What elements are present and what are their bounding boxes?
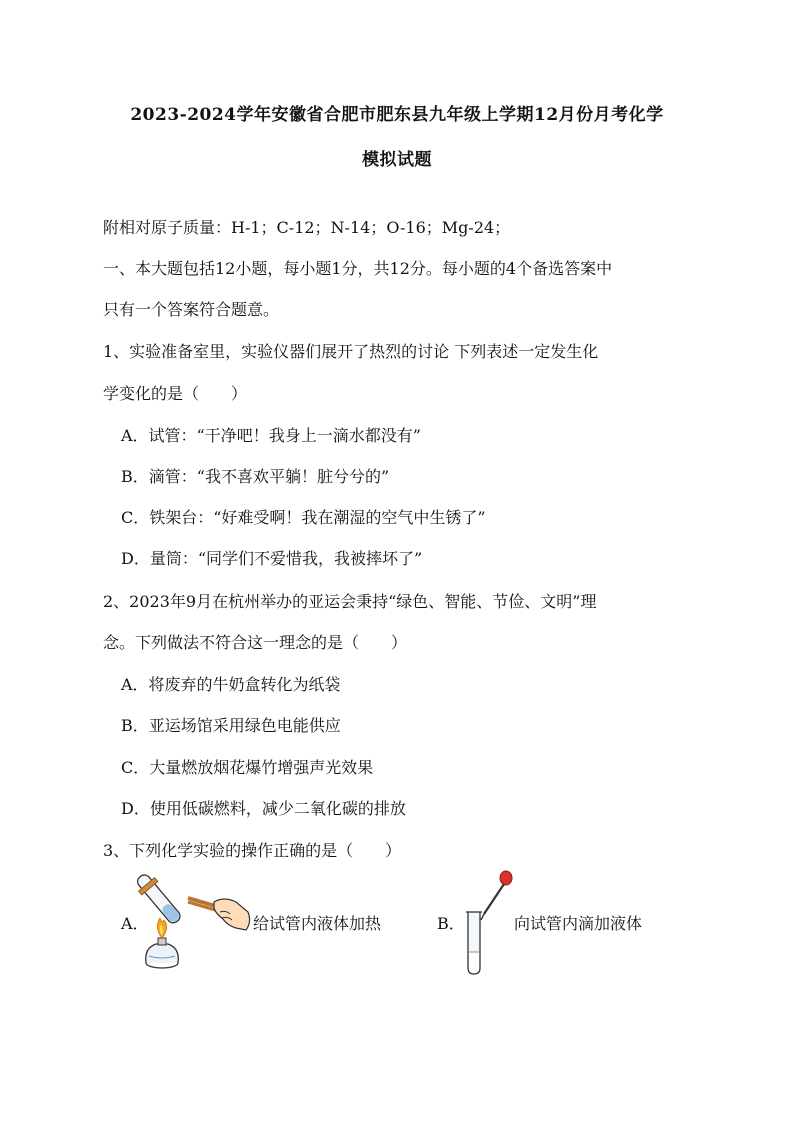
question-2-option-b[interactable]: B．亚运场馆采用绿色电能供应: [121, 716, 341, 735]
question-1-option-a[interactable]: A．试管：“干净吧！我身上一滴水都没有”: [121, 426, 421, 445]
question-3-options: [0, 868, 794, 978]
question-3-option-a-text[interactable]: 给试管内液体加热: [253, 914, 382, 933]
question-3-option-b-text[interactable]: 向试管内滴加液体: [514, 914, 643, 933]
section-intro-line-2: 只有一个答案符合题意。: [103, 300, 280, 319]
question-1-option-c[interactable]: C．铁架台：“好难受啊！我在潮湿的空气中生锈了”: [121, 508, 486, 527]
dropper-test-tube-icon: [462, 868, 522, 978]
question-2-stem-line-2: 念。下列做法不符合这一理念的是（ ）: [103, 633, 408, 652]
question-2-stem-line-1: 2、2023年9月在杭州举办的亚运会秉持“绿色、智能、节俭、文明”理: [103, 592, 597, 611]
question-1-option-b[interactable]: B．滴管：“我不喜欢平躺！脏兮兮的”: [121, 467, 390, 486]
question-1-option-d[interactable]: D．量筒：“同学们不爱惜我，我被摔坏了”: [121, 549, 423, 568]
question-3-stem: 3、下列化学实验的操作正确的是（ ）: [103, 841, 402, 860]
question-1-stem-line-1: 1、实验准备室里，实验仪器们展开了热烈的讨论 下列表述一定发生化: [103, 342, 599, 361]
question-3-option-b-letter[interactable]: B．: [437, 914, 465, 933]
section-intro-line-1: 一、本大题包括12小题，每小题1分，共12分。每小题的4个备选答案中: [103, 259, 613, 278]
page-subtitle: 模拟试题: [362, 150, 432, 170]
question-3-option-a-letter[interactable]: A．: [121, 914, 149, 933]
question-2-option-c[interactable]: C．大量燃放烟花爆竹增强声光效果: [121, 758, 374, 777]
atomic-masses-note: 附相对原子质量：H-1；C-12；N-14；O-16；Mg-24；: [103, 218, 511, 237]
question-2-option-d[interactable]: D．使用低碳燃料，减少二氧化碳的排放: [121, 799, 406, 818]
question-1-stem-line-2: 学变化的是（ ）: [103, 384, 248, 403]
heating-test-tube-icon: [140, 868, 255, 978]
page-title: 2023-2024学年安徽省合肥市肥东县九年级上学期12月份月考化学: [130, 105, 664, 125]
question-2-option-a[interactable]: A．将废弃的牛奶盒转化为纸袋: [121, 675, 341, 694]
